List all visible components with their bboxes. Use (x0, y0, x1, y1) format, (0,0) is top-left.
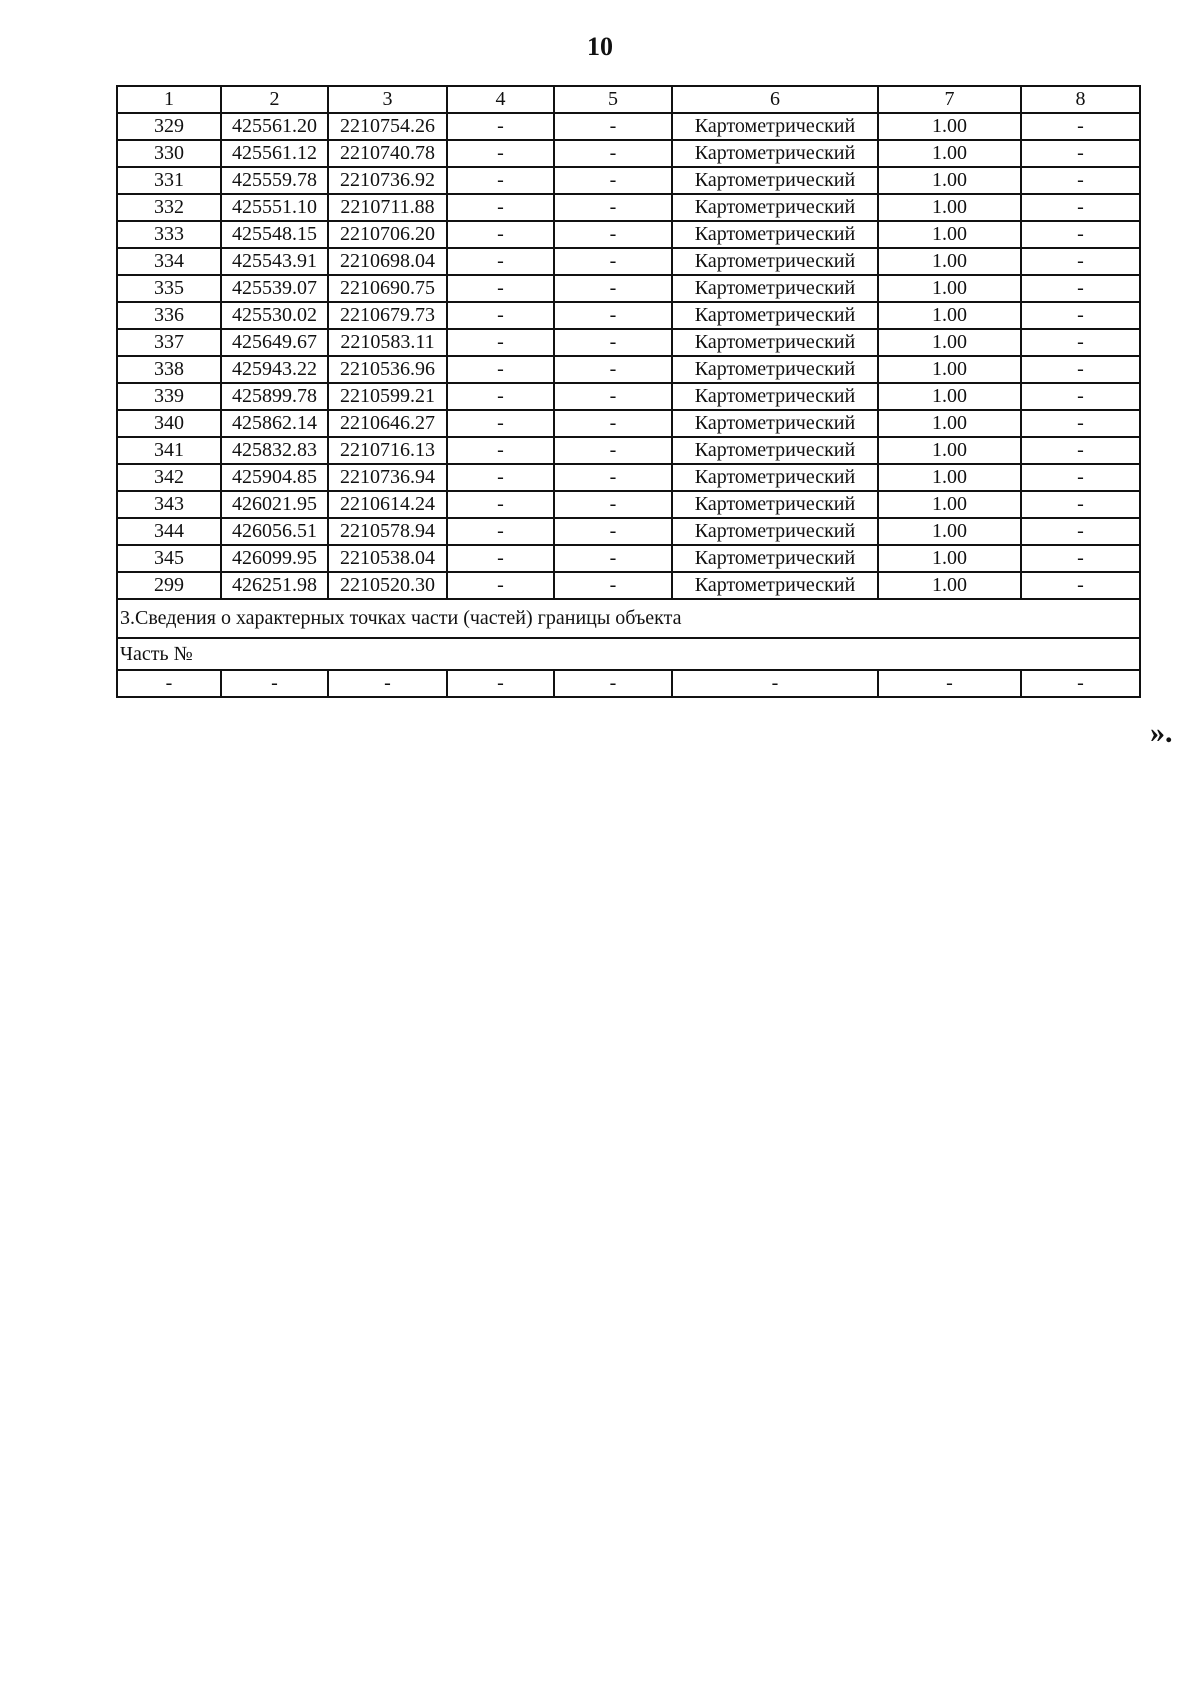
table-body (117, 86, 1140, 697)
table-cell: Картометрический (672, 248, 878, 275)
section-title-row (117, 599, 1140, 638)
table-cell: 2210736.92 (328, 167, 447, 194)
table-cell: 426251.98 (221, 572, 328, 599)
table-cell: - (1021, 383, 1140, 410)
table-cell: 337 (117, 329, 221, 356)
table-row (117, 410, 1140, 437)
table-cell: 2210706.20 (328, 221, 447, 248)
table-cell: 1.00 (878, 464, 1021, 491)
table-cell: - (447, 194, 554, 221)
table-cell: Картометрический (672, 383, 878, 410)
table-cell: 425904.85 (221, 464, 328, 491)
table-cell: - (447, 670, 554, 697)
table-cell: - (554, 491, 672, 518)
table-cell: 2210520.30 (328, 572, 447, 599)
table-cell: Картометрический (672, 302, 878, 329)
table-cell: - (447, 113, 554, 140)
table-row (117, 167, 1140, 194)
table-cell: Картометрический (672, 194, 878, 221)
table-cell: 1.00 (878, 437, 1021, 464)
header-cell: 7 (878, 86, 1021, 113)
table-cell: - (1021, 410, 1140, 437)
table-cell: 341 (117, 437, 221, 464)
header-cell: 4 (447, 86, 554, 113)
table-cell: 1.00 (878, 113, 1021, 140)
header-cell: 2 (221, 86, 328, 113)
table-cell: - (554, 383, 672, 410)
table-cell: Картометрический (672, 275, 878, 302)
table-cell: - (447, 383, 554, 410)
table-cell: 425649.67 (221, 329, 328, 356)
table-cell: 2210690.75 (328, 275, 447, 302)
table-cell: 1.00 (878, 302, 1021, 329)
table-cell: - (1021, 140, 1140, 167)
table-cell: Картометрический (672, 221, 878, 248)
table-cell: 2210740.78 (328, 140, 447, 167)
table-row (117, 572, 1140, 599)
table-cell: 330 (117, 140, 221, 167)
table-cell: - (554, 356, 672, 383)
table-cell: Картометрический (672, 437, 878, 464)
table-cell: - (447, 572, 554, 599)
table-cell: 425561.20 (221, 113, 328, 140)
table-cell: - (1021, 248, 1140, 275)
table-row (117, 464, 1140, 491)
table-cell: Картометрический (672, 113, 878, 140)
table-cell: 1.00 (878, 491, 1021, 518)
table-cell: Картометрический (672, 329, 878, 356)
table-row (117, 248, 1140, 275)
table-cell: - (221, 670, 328, 697)
table-cell: - (447, 464, 554, 491)
table-cell: - (1021, 572, 1140, 599)
table-cell: 338 (117, 356, 221, 383)
table-cell: 2210698.04 (328, 248, 447, 275)
section-title: 3.Сведения о характерных точках части (частей) границы объекта (117, 599, 1140, 638)
table-cell: 2210583.11 (328, 329, 447, 356)
table-cell: - (447, 167, 554, 194)
table-cell: 425832.83 (221, 437, 328, 464)
table-cell: 2210538.04 (328, 545, 447, 572)
table-cell: - (1021, 329, 1140, 356)
table-cell: Картометрический (672, 464, 878, 491)
table-row (117, 302, 1140, 329)
table-cell: 299 (117, 572, 221, 599)
table-cell: 2210536.96 (328, 356, 447, 383)
table-cell: - (1021, 491, 1140, 518)
table-cell: 425543.91 (221, 248, 328, 275)
table-cell: Картометрический (672, 518, 878, 545)
table-row (117, 491, 1140, 518)
table-cell: 340 (117, 410, 221, 437)
table-cell: 1.00 (878, 329, 1021, 356)
table-row (117, 275, 1140, 302)
table-row (117, 140, 1140, 167)
table-cell: - (1021, 464, 1140, 491)
table-cell: 343 (117, 491, 221, 518)
table-cell: - (554, 221, 672, 248)
table-cell: 345 (117, 545, 221, 572)
table-cell: - (554, 437, 672, 464)
table-cell: 2210578.94 (328, 518, 447, 545)
table-cell: 1.00 (878, 248, 1021, 275)
table-cell: - (447, 140, 554, 167)
table-cell: 336 (117, 302, 221, 329)
table-header-row (117, 86, 1140, 113)
table-cell: 2210614.24 (328, 491, 447, 518)
table-cell: 1.00 (878, 194, 1021, 221)
table-cell: - (1021, 670, 1140, 697)
table-cell: 426056.51 (221, 518, 328, 545)
table-cell: 335 (117, 275, 221, 302)
empty-part-row (117, 670, 1140, 697)
table-cell: 1.00 (878, 221, 1021, 248)
table-cell: - (554, 518, 672, 545)
table-row (117, 383, 1140, 410)
table-cell: - (447, 491, 554, 518)
table-cell: 1.00 (878, 545, 1021, 572)
table-row (117, 329, 1140, 356)
table-cell: 1.00 (878, 356, 1021, 383)
table-cell: 1.00 (878, 518, 1021, 545)
table-cell: - (554, 140, 672, 167)
table-cell: Картометрический (672, 356, 878, 383)
closing-quote-mark: ». (1150, 716, 1173, 749)
table-cell: 331 (117, 167, 221, 194)
table-cell: 426099.95 (221, 545, 328, 572)
table-cell: - (1021, 302, 1140, 329)
table-cell: 425899.78 (221, 383, 328, 410)
table-cell: 425561.12 (221, 140, 328, 167)
table-cell: Картометрический (672, 545, 878, 572)
part-label-row (117, 638, 1140, 670)
table-cell: 1.00 (878, 410, 1021, 437)
table-cell: - (1021, 194, 1140, 221)
table-cell: - (447, 329, 554, 356)
table-cell: 1.00 (878, 167, 1021, 194)
table-cell: - (554, 275, 672, 302)
table-cell: - (447, 437, 554, 464)
table-cell: 2210716.13 (328, 437, 447, 464)
table-cell: Картометрический (672, 140, 878, 167)
table-row (117, 545, 1140, 572)
table-cell: 339 (117, 383, 221, 410)
table-cell: 425551.10 (221, 194, 328, 221)
page-number: 10 (587, 32, 613, 61)
table-cell: - (447, 302, 554, 329)
header-cell: 6 (672, 86, 878, 113)
table-cell: - (554, 410, 672, 437)
table-cell: - (1021, 221, 1140, 248)
table-cell: - (672, 670, 878, 697)
table-cell: - (1021, 167, 1140, 194)
table-row (117, 356, 1140, 383)
table-cell: 2210736.94 (328, 464, 447, 491)
header-cell: 1 (117, 86, 221, 113)
header-cell: 3 (328, 86, 447, 113)
table-cell: 425862.14 (221, 410, 328, 437)
table-cell: - (1021, 437, 1140, 464)
table-cell: - (447, 275, 554, 302)
table-cell: - (447, 410, 554, 437)
table-row (117, 437, 1140, 464)
table-cell: - (447, 356, 554, 383)
table-cell: 425530.02 (221, 302, 328, 329)
table-row (117, 113, 1140, 140)
table-cell: Картометрический (672, 572, 878, 599)
table-cell: - (1021, 518, 1140, 545)
table-cell: - (554, 545, 672, 572)
table-cell: - (878, 670, 1021, 697)
table-cell: 2210711.88 (328, 194, 447, 221)
table-cell: - (554, 194, 672, 221)
table-cell: - (1021, 545, 1140, 572)
coordinates-table (116, 85, 1141, 698)
header-cell: 8 (1021, 86, 1140, 113)
table-cell: 1.00 (878, 140, 1021, 167)
table-cell: 1.00 (878, 383, 1021, 410)
table-cell: - (1021, 113, 1140, 140)
table-cell: - (554, 113, 672, 140)
table-cell: - (447, 248, 554, 275)
table-cell: - (554, 248, 672, 275)
table-row (117, 194, 1140, 221)
table-cell: Картометрический (672, 491, 878, 518)
table-cell: 425548.15 (221, 221, 328, 248)
table-cell: 2210679.73 (328, 302, 447, 329)
table-cell: 1.00 (878, 275, 1021, 302)
table-cell: 334 (117, 248, 221, 275)
table-cell: 426021.95 (221, 491, 328, 518)
table-cell: - (1021, 275, 1140, 302)
table-cell: 1.00 (878, 572, 1021, 599)
table-cell: 344 (117, 518, 221, 545)
table-cell: Картометрический (672, 167, 878, 194)
table-cell: 2210646.27 (328, 410, 447, 437)
table-cell: 425943.22 (221, 356, 328, 383)
table-cell: - (554, 302, 672, 329)
table-cell: - (554, 329, 672, 356)
table-cell: - (447, 518, 554, 545)
table-cell: - (554, 464, 672, 491)
table-cell: - (117, 670, 221, 697)
table-cell: - (447, 221, 554, 248)
table-cell: 329 (117, 113, 221, 140)
table-cell: 2210754.26 (328, 113, 447, 140)
table-row (117, 221, 1140, 248)
table-cell: - (1021, 356, 1140, 383)
table-cell: 342 (117, 464, 221, 491)
table-row (117, 518, 1140, 545)
table-cell: 425559.78 (221, 167, 328, 194)
table-cell: 332 (117, 194, 221, 221)
table-cell: - (447, 545, 554, 572)
table-cell: Картометрический (672, 410, 878, 437)
table-cell: - (554, 572, 672, 599)
part-label: Часть № (117, 638, 1140, 670)
header-cell: 5 (554, 86, 672, 113)
table-cell: - (554, 670, 672, 697)
table-cell: 2210599.21 (328, 383, 447, 410)
table-cell: 333 (117, 221, 221, 248)
table-cell: 425539.07 (221, 275, 328, 302)
table-cell: - (328, 670, 447, 697)
table-cell: - (554, 167, 672, 194)
